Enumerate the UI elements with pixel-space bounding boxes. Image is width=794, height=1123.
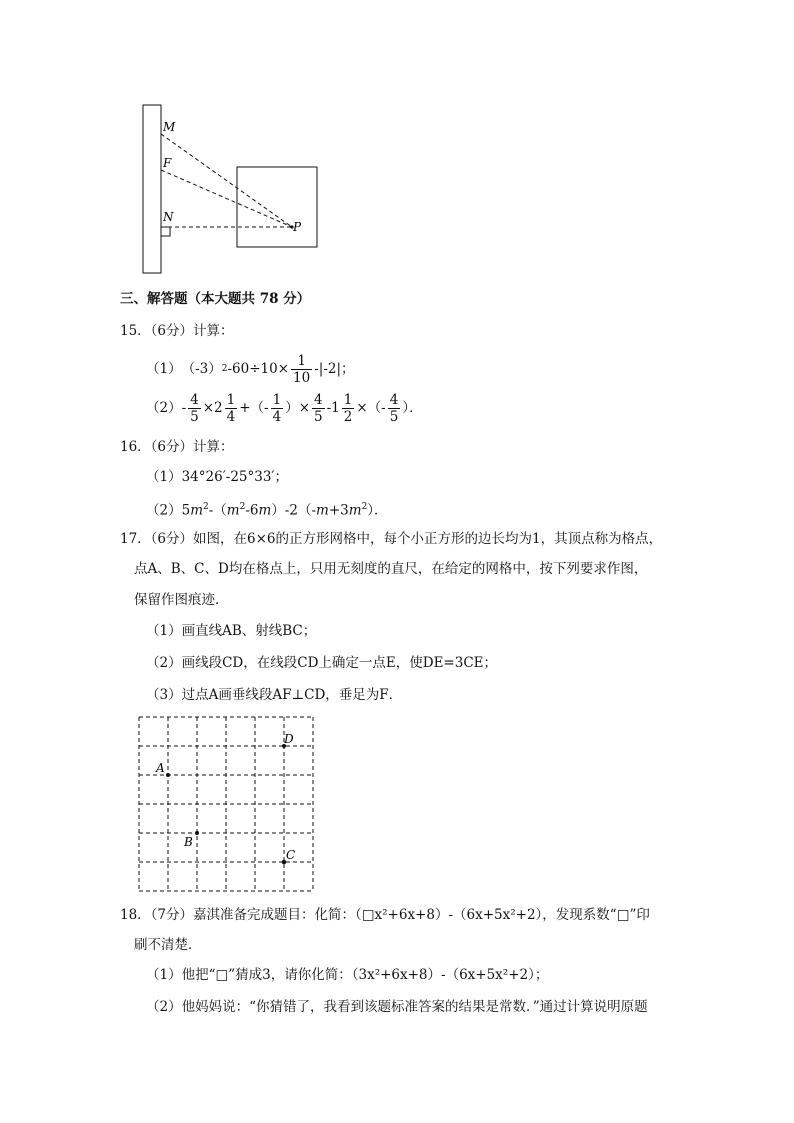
frac-num: 1 bbox=[226, 391, 236, 408]
q16-var-m: m bbox=[258, 502, 272, 519]
frac-num: 4 bbox=[389, 391, 399, 408]
q15-p1-exp: 2 bbox=[221, 364, 228, 374]
q15-p2-frac-a bbox=[188, 392, 201, 425]
q15-p1-tag: （1） bbox=[146, 361, 182, 377]
q15-p2-frac-c bbox=[271, 392, 284, 425]
q16-var-m: m bbox=[190, 502, 203, 519]
grid-label-b: B bbox=[184, 835, 193, 849]
q18-line2: 刷不清楚． bbox=[134, 937, 202, 953]
frac-den: 5 bbox=[190, 408, 199, 425]
q17-line2: 点A、B、C、D均在格点上，只用无刻度的直尺，在给定的网格中，按下列要求作图， bbox=[134, 561, 648, 577]
q16-exp: 2 bbox=[239, 502, 246, 512]
q16-part2 bbox=[146, 498, 388, 520]
q15-p2-frac-d bbox=[312, 392, 325, 425]
q15-p1-tail: -|-2|； bbox=[314, 361, 355, 377]
q17-step2: （2）画线段CD，在线段CD上确定一点E，使DE=3CE； bbox=[146, 655, 498, 671]
q16-p2-a: （2）5 bbox=[146, 502, 191, 519]
section-title: 三、解答题（本大题共 78 分） bbox=[120, 291, 311, 307]
q15-p2-end: ）． bbox=[402, 400, 423, 416]
dashed-line-mp bbox=[161, 134, 292, 227]
dashed-line-fp bbox=[161, 170, 292, 227]
q16-p2-d: ）-2（- bbox=[271, 502, 317, 519]
q15-p2-e-op: -1 bbox=[326, 400, 340, 416]
label-p: P bbox=[293, 220, 302, 234]
q15-p2-tag: （2） bbox=[146, 400, 182, 416]
label-m: M bbox=[163, 120, 176, 134]
q16-p2-b: -（ bbox=[208, 502, 227, 519]
q15-head: 15．（6分）计算： bbox=[120, 323, 234, 339]
frac-num: 1 bbox=[291, 353, 312, 370]
q15-p2-a-sign: - bbox=[181, 400, 187, 416]
frac-den: 2 bbox=[343, 408, 353, 425]
label-f: F bbox=[163, 156, 172, 170]
frac-den: 5 bbox=[389, 408, 399, 425]
q16-p2-c: -6 bbox=[245, 502, 259, 519]
q17-step1: （1）画直线AB、射线BC； bbox=[146, 623, 317, 639]
q16-var-m: m bbox=[348, 502, 362, 519]
square-grid-figure bbox=[130, 708, 320, 898]
frac-den: 5 bbox=[314, 408, 323, 425]
q17-step3: （3）过点A画垂线段AF⊥CD，垂足为F． bbox=[146, 687, 403, 703]
q18-step1: （1）他把“□”猜成3，请你化简：（3x²+6x+8）-（6x+5x²+2）； bbox=[146, 967, 549, 983]
q15-p2-c-op: +（- bbox=[239, 400, 269, 416]
frac-num: 1 bbox=[343, 391, 353, 408]
q16-p2-f: +3 bbox=[328, 502, 349, 519]
frac-den: 4 bbox=[272, 408, 282, 425]
q16-p2-g: ）． bbox=[367, 502, 388, 519]
label-n: N bbox=[163, 210, 174, 224]
q16-var-m: m bbox=[226, 502, 240, 519]
q16-exp: 2 bbox=[203, 502, 209, 512]
q16-head: 16．（6分）计算： bbox=[120, 439, 234, 455]
frac-den: 10 bbox=[293, 369, 311, 386]
q17-line3: 保留作图痕迹． bbox=[134, 592, 229, 608]
q15-p1-frac bbox=[291, 353, 312, 386]
frac-num: 4 bbox=[190, 391, 199, 408]
q15-p1-base: （-3） bbox=[181, 361, 222, 377]
grid-point-a bbox=[166, 773, 170, 777]
q15-p2-b-op: ×2 bbox=[202, 400, 223, 416]
q15-p2-f-op: ×（- bbox=[356, 400, 386, 416]
q15-p2-frac-b bbox=[225, 392, 238, 425]
q16-var-m: m bbox=[316, 502, 329, 519]
grid-point-b bbox=[195, 831, 199, 835]
q17-line1: 17．（6分）如图，在6×6的正方形网格中，每个小正方形的边长均为1，其顶点称为格点， bbox=[120, 531, 663, 547]
wall-rect bbox=[143, 105, 161, 273]
q16-part1: （1）34°26′-25°33′； bbox=[146, 469, 288, 485]
grid-label-a: A bbox=[156, 761, 165, 775]
frac-num: 4 bbox=[314, 391, 323, 408]
right-angle-mark bbox=[161, 227, 170, 236]
frac-num: 1 bbox=[272, 391, 282, 408]
q15-part2 bbox=[146, 390, 423, 426]
q15-p2-frac-f bbox=[388, 392, 401, 425]
box-rect bbox=[237, 167, 317, 247]
grid-label-d: D bbox=[284, 732, 294, 746]
grid-label-c: C bbox=[286, 848, 296, 862]
frac-den: 4 bbox=[226, 408, 236, 425]
q18-step2: （2）他妈妈说：“你猜错了，我看到该题标准答案的结果是常数．”通过计算说明原题 bbox=[146, 999, 648, 1015]
q15-p2-d-op: ）× bbox=[285, 400, 311, 416]
geometry-figure bbox=[130, 95, 330, 280]
q16-exp: 2 bbox=[361, 502, 368, 512]
q15-part1 bbox=[146, 351, 355, 387]
q15-p1-mid: -60÷10× bbox=[227, 361, 290, 377]
q15-p2-frac-e bbox=[342, 392, 355, 425]
q18-line1: 18．（7分）嘉淇准备完成题目：化简：（□x²+6x+8）-（6x+5x²+2），发现系数“□”印 bbox=[120, 907, 650, 923]
